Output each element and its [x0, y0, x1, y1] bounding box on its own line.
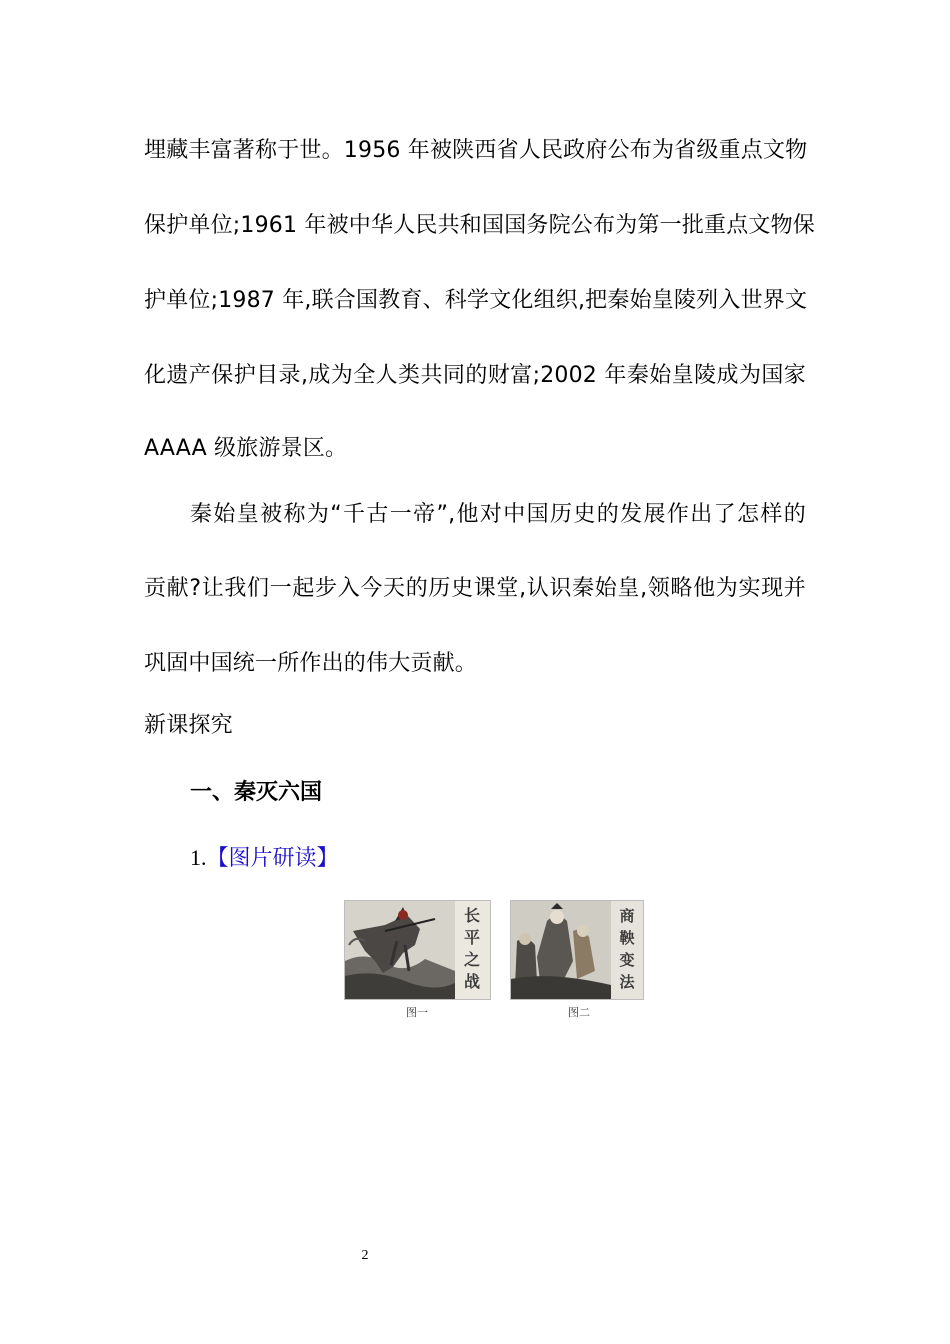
section-heading: 一、秦灭六国 [190, 780, 323, 805]
page-number: 2 [361, 1248, 369, 1263]
figure-2-image [510, 900, 644, 1000]
figure-2-caption: 图二 [568, 1006, 590, 1019]
item-1 [190, 843, 339, 874]
calligraphy-char: 法 [619, 973, 635, 991]
item-1-label: 【图片研读】 [206, 846, 339, 871]
figure-1 [344, 900, 491, 1025]
figure-1-calligraphy [457, 905, 487, 993]
calligraphy-char: 鞅 [619, 929, 635, 947]
calligraphy-char: 长 [463, 906, 480, 925]
paragraph-1-line-4: 化遗产保护目录,成为全人类共同的财富;2002 年秦始皇陵成为国家 [144, 363, 806, 388]
paragraph-1-line-5: AAAA 级旅游景区。 [144, 436, 348, 461]
item-1-number: 1. [190, 845, 207, 870]
paragraph-1-line-1: 埋藏丰富著称于世。1956 年被陕西省人民政府公布为省级重点文物 [144, 138, 808, 163]
paragraph-1-line-2: 保护单位;1961 年被中华人民共和国国务院公布为第一批重点文物保 [144, 213, 815, 238]
figure-1-image [344, 900, 491, 1000]
calligraphy-char: 平 [463, 928, 480, 947]
calligraphy-char: 之 [463, 950, 480, 969]
calligraphy-char: 变 [619, 951, 635, 969]
section-label: 新课探究 [144, 713, 233, 738]
calligraphy-char: 商 [619, 907, 635, 925]
figure-2-calligraphy [613, 905, 641, 993]
figure-2 [510, 900, 644, 1025]
paragraph-2-line-3: 巩固中国统一所作出的伟大贡献。 [144, 651, 478, 676]
paragraph-1-line-3: 护单位;1987 年,联合国教育、科学文化组织,把秦始皇陵列入世界文 [144, 288, 808, 313]
calligraphy-char: 战 [463, 972, 480, 991]
paragraph-2-line-2: 贡献?让我们一起步入今天的历史课堂,认识秦始皇,领略他为实现并 [144, 576, 806, 601]
paragraph-2-line-1: 秦始皇被称为“千古一帝”,他对中国历史的发展作出了怎样的 [190, 502, 806, 527]
figure-1-caption: 图一 [406, 1006, 428, 1019]
